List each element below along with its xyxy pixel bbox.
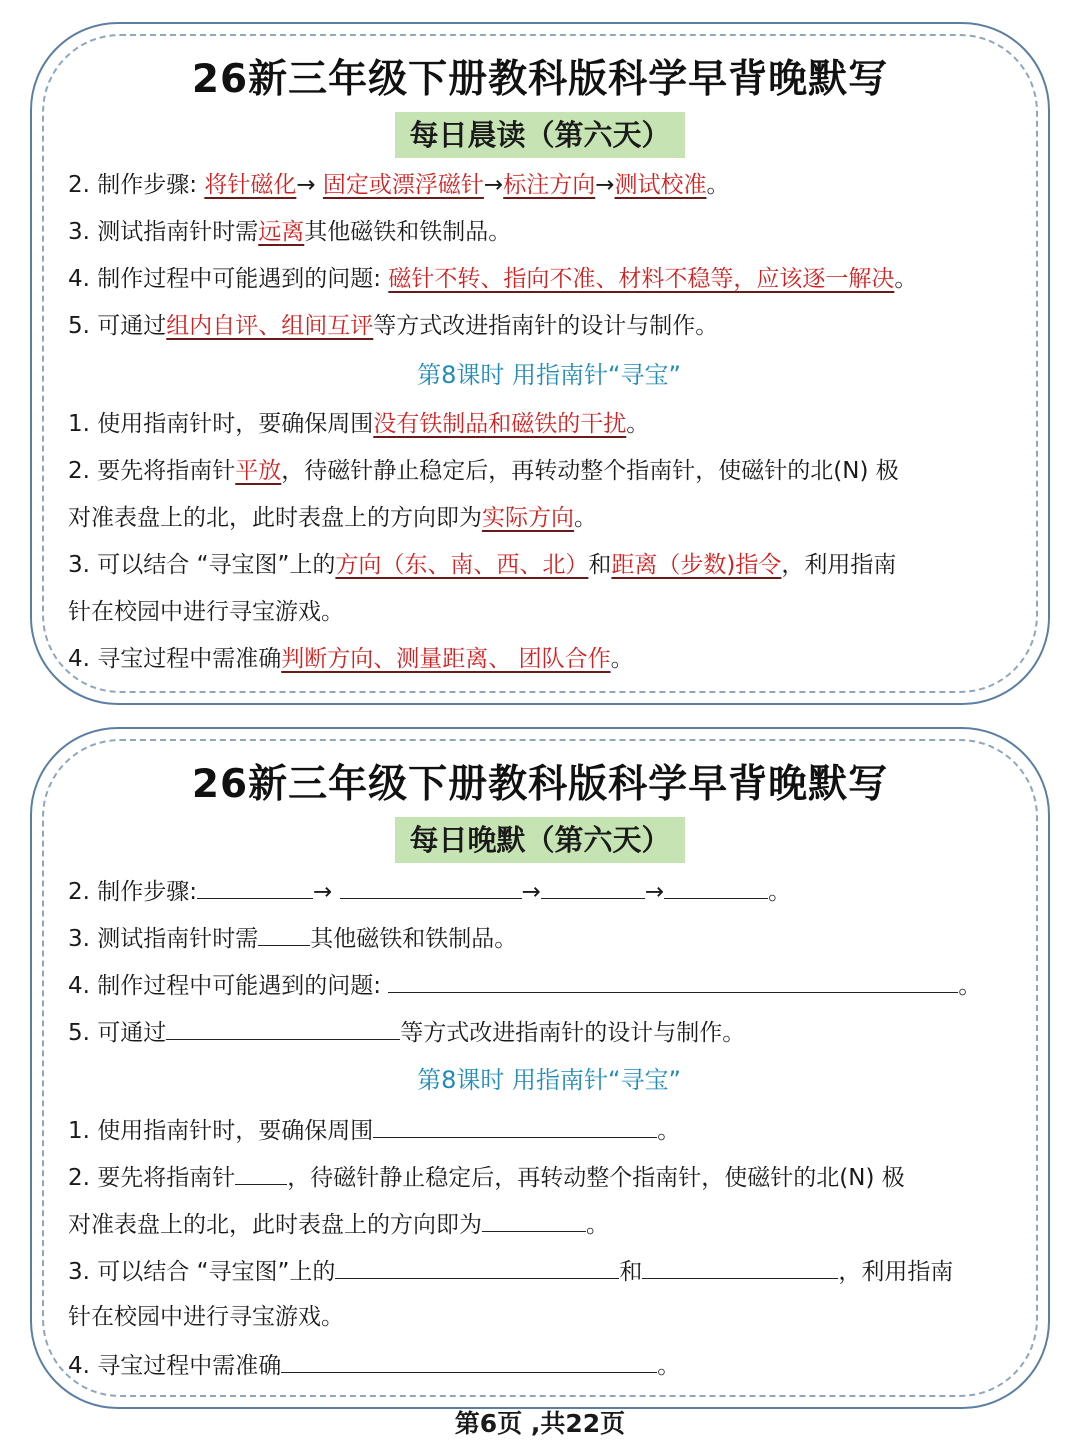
fill-blank[interactable] bbox=[388, 968, 958, 993]
item-4-problems: 4. 制作过程中可能遇到的问题: 磁针不转、指向不准、材料不稳等，应该逐一解决。 bbox=[68, 266, 918, 292]
answer: 距离（步数)指令 bbox=[611, 552, 782, 578]
lesson-heading: 第8课时 用指南针“寻宝” bbox=[417, 1066, 681, 1094]
answer: 标注方向 bbox=[503, 172, 596, 198]
item-4-problems: 4. 制作过程中可能遇到的问题: 。 bbox=[68, 968, 1030, 1002]
answer: 方向（东、南、西、北） bbox=[335, 552, 589, 578]
item-5-improve: 5. 可通过 等方式改进指南针的设计与制作。 bbox=[68, 1015, 1030, 1049]
item-2-steps: 2. 制作步骤: 将针磁化→ 固定或漂浮磁针→标注方向→测试校准。 bbox=[68, 172, 730, 198]
page-footer: 第6页 ,共22页 bbox=[454, 1409, 626, 1438]
lesson-item-4: 4. 寻宝过程中需准确判断方向、测量距离、 团队合作。 bbox=[68, 646, 634, 672]
answer: 判断方向、测量距离、 团队合作 bbox=[281, 646, 611, 672]
lesson-item-3: 3. 可以结合 “寻宝图”上的方向（东、南、西、北）和距离（步数)指令，利用指南 bbox=[68, 552, 897, 578]
fill-blank[interactable] bbox=[335, 1254, 619, 1279]
fill-blank[interactable] bbox=[340, 874, 522, 899]
fill-blank[interactable] bbox=[664, 874, 768, 899]
answer: 测试校准 bbox=[614, 172, 707, 198]
answer: 固定或漂浮磁针 bbox=[322, 172, 484, 198]
lesson-item-1: 1. 使用指南针时，要确保周围 。 bbox=[68, 1113, 1030, 1147]
answer: 组内自评、组间互评 bbox=[166, 313, 374, 339]
lesson-item-2: 2. 要先将指南针 ，待磁针静止稳定后，再转动整个指南针，使磁针的北(N) 极 bbox=[68, 1160, 1030, 1194]
lesson-heading: 第8课时 用指南针“寻宝” bbox=[417, 361, 681, 389]
fill-blank[interactable] bbox=[281, 1348, 657, 1373]
answer: 平放 bbox=[235, 458, 282, 484]
fill-blank[interactable] bbox=[258, 921, 310, 946]
evening-banner: 每日晚默（第六天） bbox=[395, 817, 684, 863]
lesson-item-4: 4. 寻宝过程中需准确 。 bbox=[68, 1348, 1030, 1382]
fill-blank[interactable] bbox=[541, 874, 645, 899]
fill-blank[interactable] bbox=[642, 1254, 838, 1279]
card-title: 26新三年级下册教科版科学早背晚默写 bbox=[191, 57, 889, 102]
answer: 将针磁化 bbox=[204, 172, 297, 198]
fill-blank[interactable] bbox=[235, 1160, 287, 1185]
item-2-steps: 2. 制作步骤: → → → 。 bbox=[68, 874, 1030, 908]
morning-reading-card bbox=[30, 22, 1050, 705]
item-3-test: 3. 测试指南针时需 其他磁铁和铁制品。 bbox=[68, 921, 1030, 955]
card-title: 26新三年级下册教科版科学早背晚默写 bbox=[191, 762, 889, 807]
answer: 没有铁制品和磁铁的干扰 bbox=[373, 411, 627, 437]
answer: 磁针不转、指向不准、材料不稳等，应该逐一解决 bbox=[388, 266, 895, 292]
lesson-item-2-cont: 对准表盘上的北，此时表盘上的方向即为 。 bbox=[68, 1207, 1030, 1241]
lesson-item-2: 2. 要先将指南针平放，待磁针静止稳定后，再转动整个指南针，使磁针的北(N) 极 bbox=[68, 458, 899, 484]
item-3-test: 3. 测试指南针时需远离其他磁铁和铁制品。 bbox=[68, 219, 512, 245]
lesson-item-2-cont: 对准表盘上的北，此时表盘上的方向即为实际方向。 bbox=[68, 505, 597, 531]
fill-blank[interactable] bbox=[482, 1207, 586, 1232]
fill-blank[interactable] bbox=[373, 1113, 657, 1138]
lesson-item-3: 3. 可以结合 “寻宝图”上的 和 ，利用指南 bbox=[68, 1254, 1030, 1288]
answer: 实际方向 bbox=[482, 505, 574, 531]
lesson-item-1: 1. 使用指南针时，要确保周围没有铁制品和磁铁的干扰。 bbox=[68, 411, 650, 437]
lesson-item-3-cont: 针在校园中进行寻宝游戏。 bbox=[68, 1304, 344, 1330]
evening-dictation-card bbox=[30, 727, 1050, 1409]
answer: 远离 bbox=[258, 219, 305, 245]
lesson-item-3-cont: 针在校园中进行寻宝游戏。 bbox=[68, 599, 344, 625]
item-5-improve: 5. 可通过组内自评、组间互评等方式改进指南针的设计与制作。 bbox=[68, 313, 719, 339]
morning-banner: 每日晨读（第六天） bbox=[395, 112, 684, 158]
fill-blank[interactable] bbox=[166, 1015, 400, 1040]
fill-blank[interactable] bbox=[197, 874, 313, 899]
